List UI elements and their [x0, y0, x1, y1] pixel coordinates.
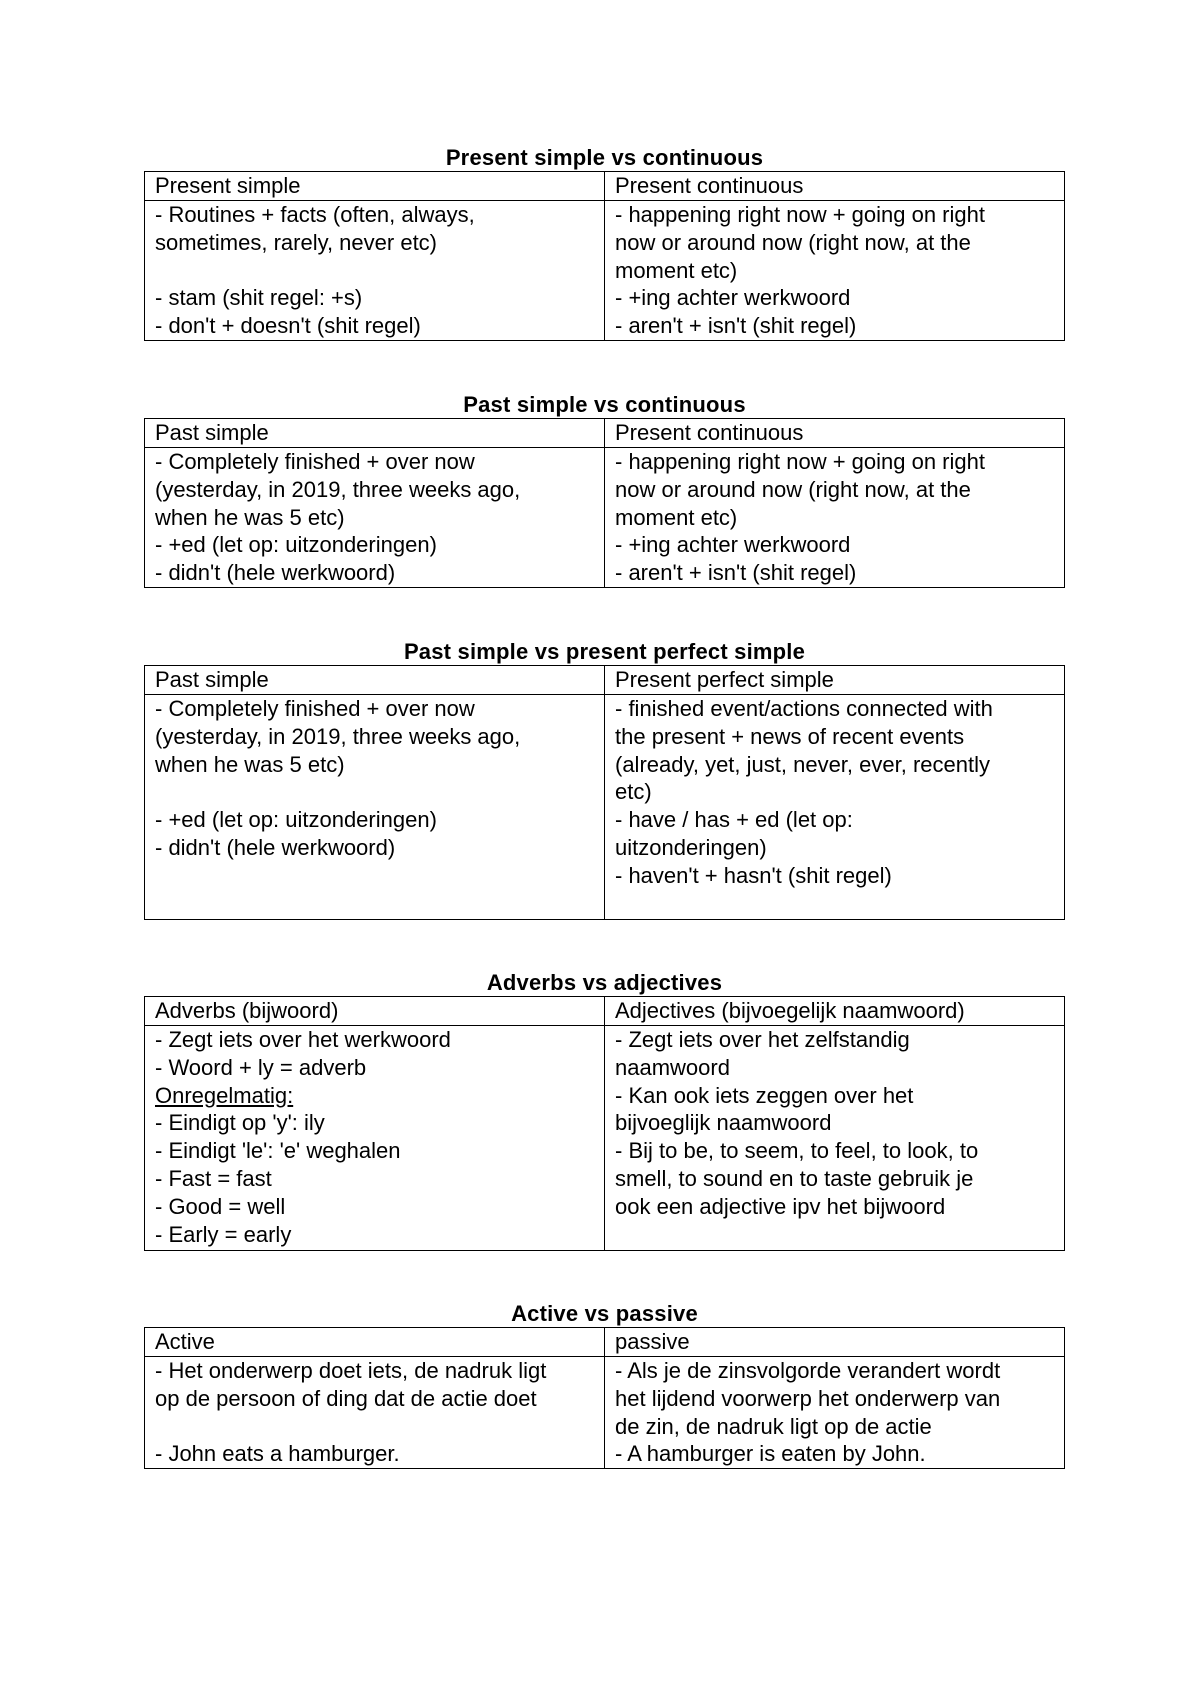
- column-header-right: Present perfect simple: [605, 666, 1065, 695]
- table-header-row: [145, 172, 1065, 201]
- cell-line: - aren't + isn't (shit regel): [615, 313, 857, 339]
- table-row: [145, 448, 1065, 588]
- column-header-left: Past simple: [145, 666, 605, 695]
- cell-left: [145, 695, 605, 920]
- cell-line: bijvoeglijk naamwoord: [615, 1110, 832, 1136]
- cell-line: when he was 5 etc): [155, 751, 345, 777]
- cell-line: smell, to sound en to taste gebruik je: [615, 1165, 974, 1191]
- cell-line: [155, 1413, 594, 1441]
- comparison-table: [144, 418, 1065, 588]
- cell-line: - didn't (hele werkwoord): [155, 560, 396, 586]
- section-past-simple-vs-continuous: [144, 392, 1065, 588]
- cell-line: uitzonderingen): [615, 834, 767, 860]
- cell-right: [605, 695, 1065, 920]
- column-header-left: Active: [145, 1328, 605, 1357]
- cell-line: op de persoon of ding dat de actie doet: [155, 1385, 537, 1411]
- cell-line: - Als je de zinsvolgorde verandert wordt: [615, 1358, 1001, 1383]
- section-title: Active vs passive: [511, 1301, 698, 1326]
- cell-line: - didn't (hele werkwoord): [155, 834, 396, 860]
- cell-line: - Eindigt 'le': 'e' weghalen: [155, 1138, 401, 1164]
- comparison-table: [144, 1327, 1065, 1469]
- cell-line: - have / has + ed (let op:: [615, 807, 853, 833]
- cell-line: (yesterday, in 2019, three weeks ago,: [155, 723, 521, 749]
- cell-line: - Eindigt op 'y': ily: [155, 1110, 325, 1136]
- cell-right: [605, 201, 1065, 341]
- cell-line: - Completely finished + over now: [155, 449, 475, 474]
- cell-right: [605, 1026, 1065, 1251]
- table-header-row: [145, 419, 1065, 448]
- column-header-left: Adverbs (bijwoord): [145, 997, 605, 1026]
- section-title: Present simple vs continuous: [445, 145, 764, 170]
- column-header-right: Adjectives (bijvoegelijk naamwoord): [605, 997, 1065, 1026]
- cell-line: - don't + doesn't (shit regel): [155, 313, 421, 339]
- cell-left: [145, 1357, 605, 1469]
- column-header-right: Present continuous: [605, 419, 1065, 448]
- cell-line: now or around now (right now, at the: [615, 229, 971, 255]
- cell-line: - haven't + hasn't (shit regel): [615, 862, 892, 888]
- column-header-right: Present continuous: [605, 172, 1065, 201]
- cell-line: - Early = early: [155, 1221, 292, 1247]
- section-title: Adverbs vs adjectives: [486, 970, 723, 995]
- cell-right: [605, 1357, 1065, 1469]
- cell-line: - happening right now + going on right: [615, 202, 985, 227]
- column-header-right: passive: [605, 1328, 1065, 1357]
- cell-line: - Good = well: [155, 1193, 286, 1219]
- cell-line: - stam (shit regel: +s): [155, 285, 363, 311]
- cell-line: naamwoord: [615, 1054, 730, 1080]
- cell-line: het lijdend voorwerp het onderwerp van: [615, 1385, 1001, 1411]
- table-header-row: [145, 1328, 1065, 1357]
- cell-line: - Fast = fast: [155, 1165, 272, 1191]
- cell-line: ook een adjective ipv het bijwoord: [615, 1193, 946, 1219]
- cell-line: - Woord + ly = adverb: [155, 1054, 367, 1080]
- table-header-row: [145, 997, 1065, 1026]
- cell-line: - A hamburger is eaten by John.: [615, 1441, 926, 1467]
- cell-line: - Zegt iets over het zelfstandig: [615, 1027, 910, 1052]
- cell-line: sometimes, rarely, never etc): [155, 229, 438, 255]
- cell-line: - Het onderwerp doet iets, de nadruk ligt: [155, 1358, 547, 1383]
- cell-line: now or around now (right now, at the: [615, 476, 971, 502]
- cell-line: - Completely finished + over now: [155, 696, 475, 721]
- cell-line: moment etc): [615, 504, 738, 530]
- table-row: [145, 201, 1065, 341]
- table-row: [145, 1357, 1065, 1469]
- cell-line: [155, 778, 594, 806]
- column-header-left: Past simple: [145, 419, 605, 448]
- cell-line: [155, 257, 594, 285]
- table-row: [145, 695, 1065, 920]
- cell-line: etc): [615, 779, 652, 805]
- cell-line: - +ed (let op: uitzonderingen): [155, 532, 437, 558]
- section-title: Past simple vs continuous: [463, 392, 746, 417]
- cell-line: - +ing achter werkwoord: [615, 532, 851, 558]
- cell-line: - Zegt iets over het werkwoord: [155, 1027, 451, 1052]
- cell-left: [145, 448, 605, 588]
- section-past-simple-vs-present-perfect: [144, 639, 1065, 920]
- cell-line: de zin, de nadruk ligt op de actie: [615, 1413, 932, 1439]
- cell-right: [605, 448, 1065, 588]
- cell-line: - happening right now + going on right: [615, 449, 985, 474]
- cell-line: - finished event/actions connected with: [615, 696, 993, 721]
- cell-line: - +ing achter werkwoord: [615, 285, 851, 311]
- table-row: [145, 1026, 1065, 1251]
- cell-line: - Routines + facts (often, always,: [155, 202, 475, 227]
- cell-line: the present + news of recent events: [615, 723, 965, 749]
- cell-left: [145, 201, 605, 341]
- cell-line: - John eats a hamburger.: [155, 1441, 400, 1467]
- table-header-row: [145, 666, 1065, 695]
- cell-line: - Kan ook iets zeggen over het: [615, 1082, 914, 1108]
- column-header-left: Present simple: [145, 172, 605, 201]
- cell-line: when he was 5 etc): [155, 504, 345, 530]
- cell-line: - aren't + isn't (shit regel): [615, 560, 857, 586]
- section-present-simple-vs-continuous: [144, 145, 1065, 341]
- comparison-table: [144, 665, 1065, 920]
- cell-line: (yesterday, in 2019, three weeks ago,: [155, 476, 521, 502]
- section-adverbs-vs-adjectives: [144, 970, 1065, 1251]
- comparison-table: [144, 996, 1065, 1251]
- cell-line: - Bij to be, to seem, to feel, to look, to: [615, 1138, 979, 1164]
- comparison-table: [144, 171, 1065, 341]
- cell-line-underlined: Onregelmatig:: [155, 1082, 294, 1108]
- cell-left: [145, 1026, 605, 1251]
- section-active-vs-passive: [144, 1301, 1065, 1469]
- cell-line: moment etc): [615, 257, 738, 283]
- cell-line: - +ed (let op: uitzonderingen): [155, 807, 437, 833]
- section-title: Past simple vs present perfect simple: [403, 639, 806, 664]
- cell-line: (already, yet, just, never, ever, recently: [615, 751, 990, 777]
